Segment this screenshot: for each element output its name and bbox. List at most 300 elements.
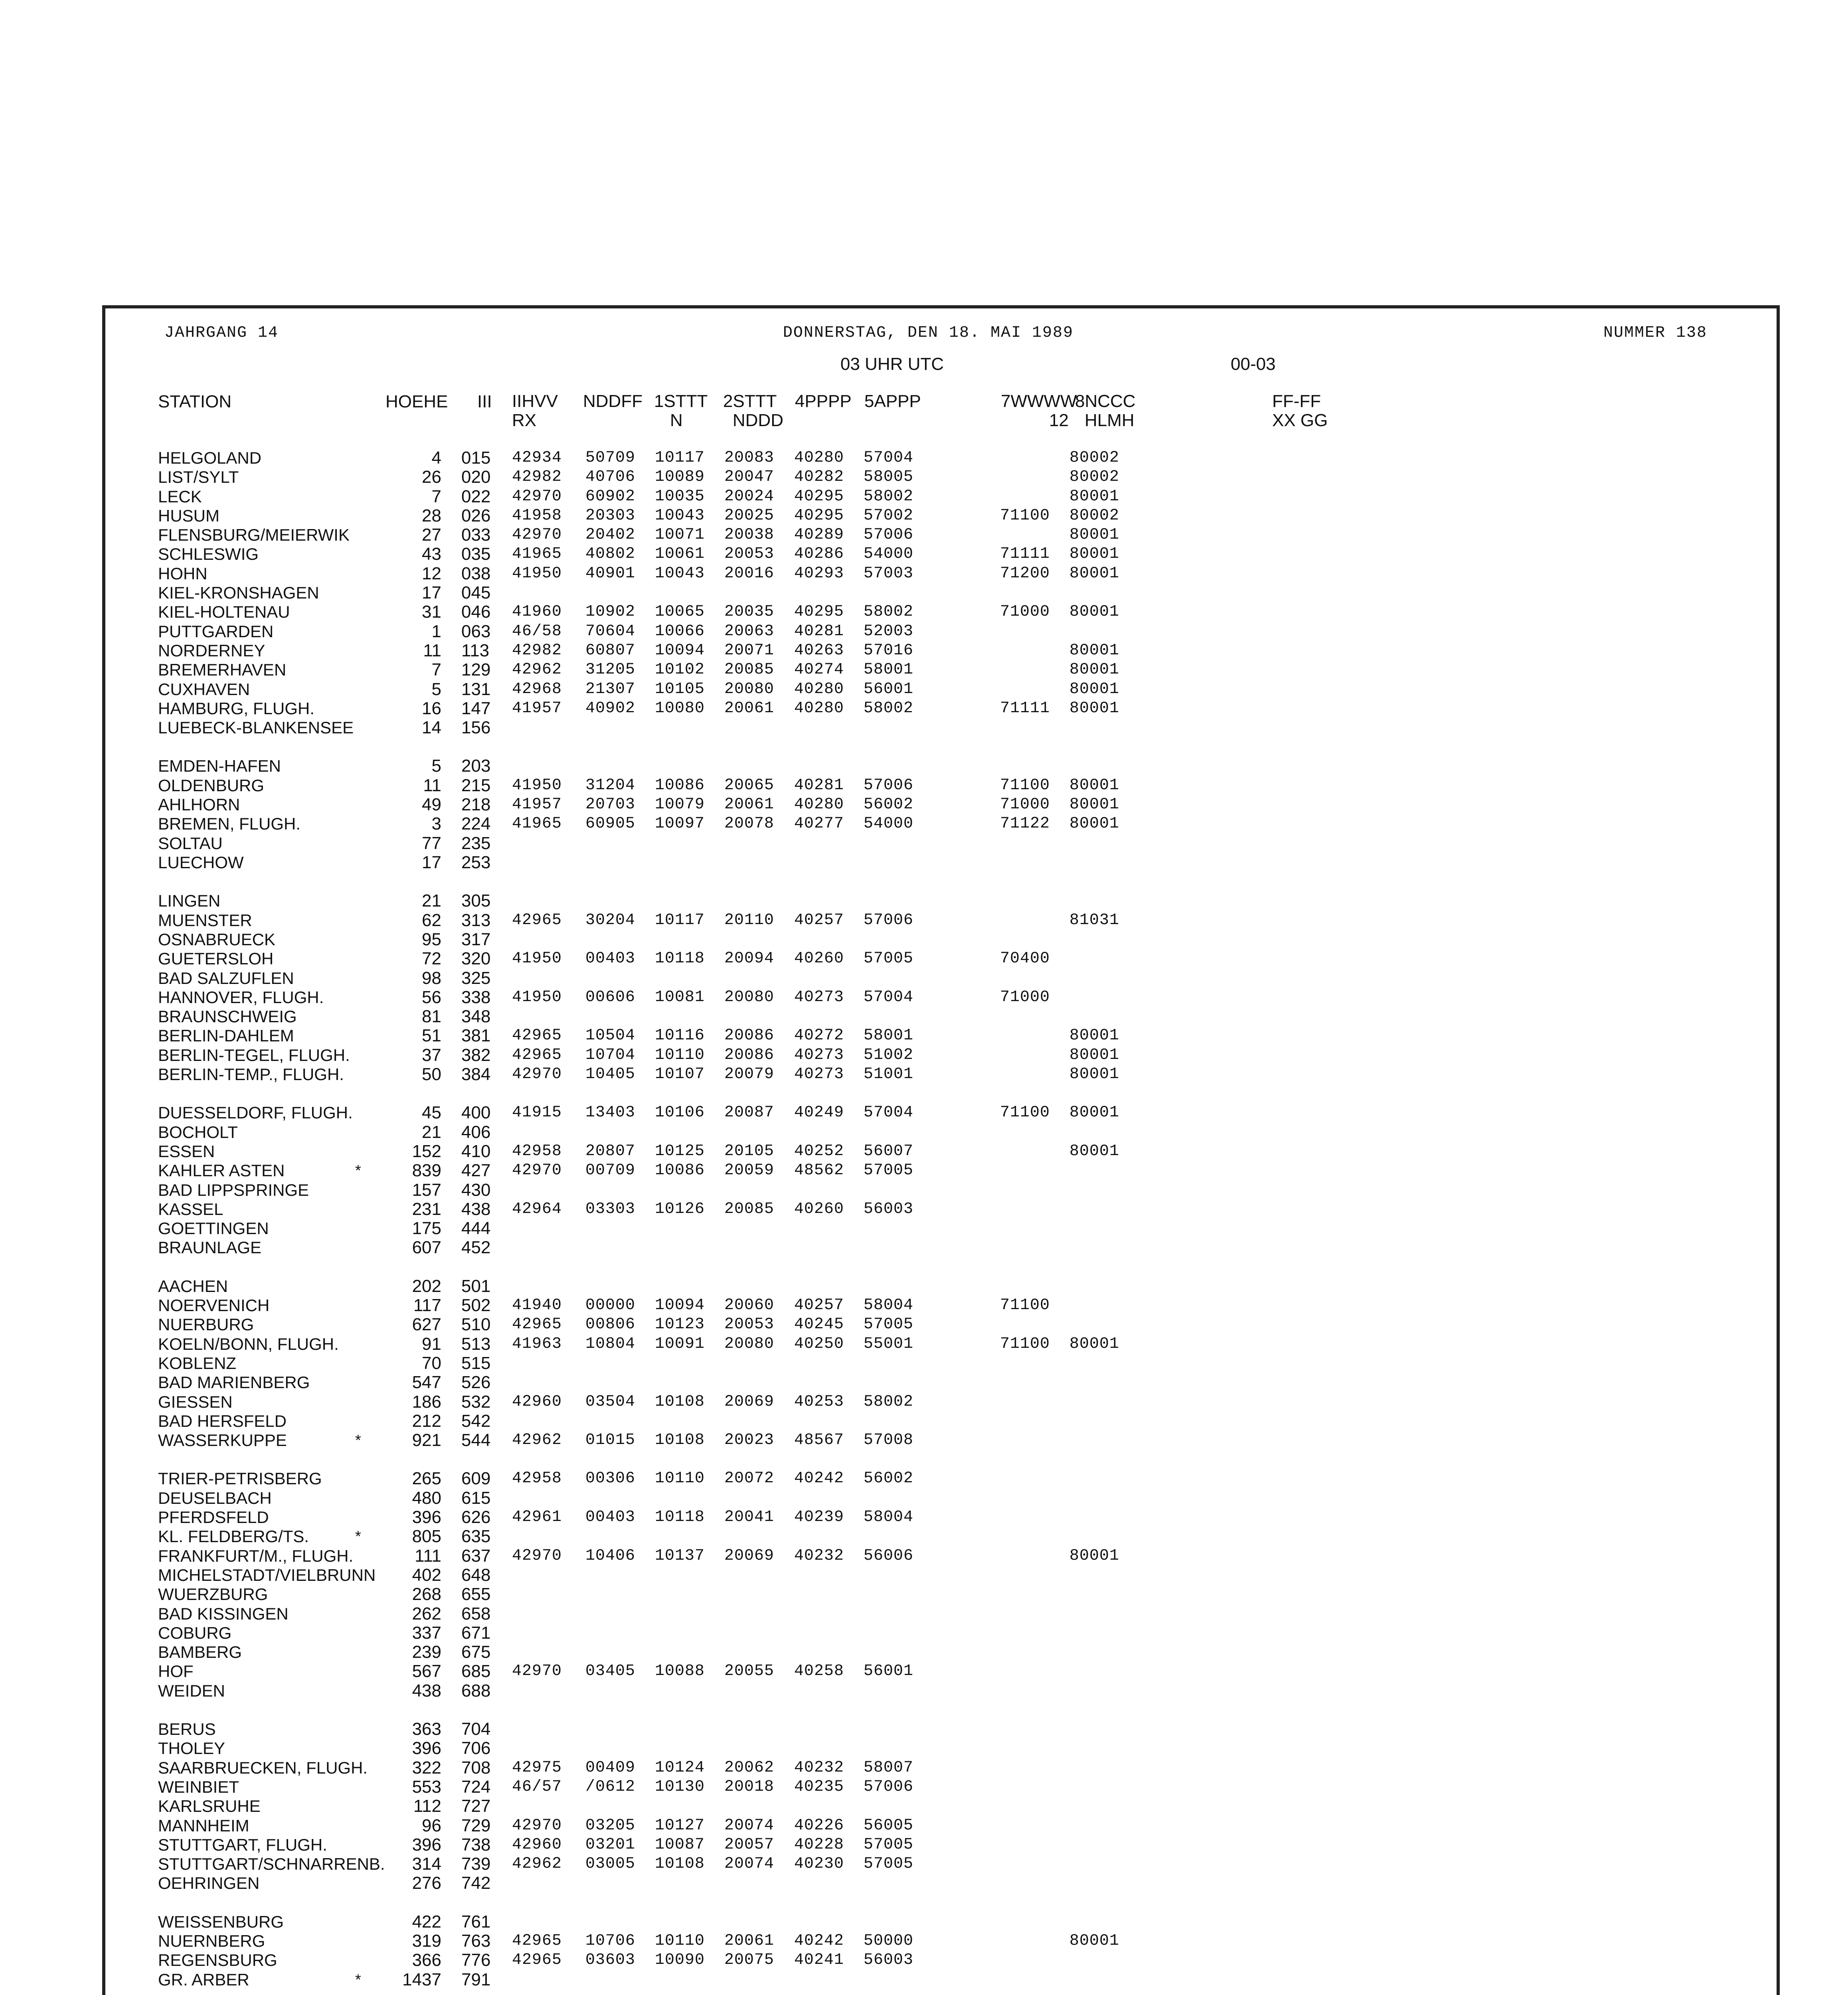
cell-name: NORDERNEY <box>158 641 265 660</box>
cell-iii: 033 <box>461 525 491 545</box>
cell-g3: 10108 <box>655 1431 705 1449</box>
cell-name: OSNABRUECK <box>158 930 276 949</box>
cell-g4: 20085 <box>724 1200 775 1218</box>
cell-iii: 655 <box>461 1584 491 1604</box>
cell-g1: 41957 <box>512 699 562 717</box>
cell-g6: 58007 <box>864 1759 914 1777</box>
cell-g2: 30204 <box>585 911 636 929</box>
cell-name: BREMEN, FLUGH. <box>158 814 301 833</box>
cell-g6: 56003 <box>864 1200 914 1218</box>
cell-g6: 57004 <box>864 449 914 467</box>
cell-hoehe: 27 <box>422 525 441 545</box>
cell-g6: 52003 <box>864 622 914 640</box>
cell-g6: 58004 <box>864 1296 914 1314</box>
cell-star: * <box>355 1162 361 1179</box>
cell-g1: 42961 <box>512 1508 562 1526</box>
cell-g6: 57006 <box>864 1778 914 1796</box>
cell-iii: 384 <box>461 1065 491 1084</box>
cell-iii: 727 <box>461 1796 491 1816</box>
cell-g2: 03205 <box>585 1817 636 1835</box>
cell-g2: 10504 <box>585 1027 636 1045</box>
cell-name: KIEL-HOLTENAU <box>158 602 290 621</box>
cell-g6: 57005 <box>864 950 914 968</box>
cell-iii: 381 <box>461 1026 491 1045</box>
cell-hoehe: 480 <box>412 1488 441 1508</box>
cell-iii: 215 <box>461 776 491 795</box>
cell-g4: 20074 <box>724 1817 775 1835</box>
cell-g5: 40241 <box>794 1951 844 1969</box>
cell-g6: 58004 <box>864 1508 914 1526</box>
cell-g3: 10108 <box>655 1393 705 1411</box>
cell-name: LECK <box>158 487 202 506</box>
cell-iii: 708 <box>461 1758 491 1778</box>
cell-name: WEIDEN <box>158 1681 225 1700</box>
cell-hoehe: 7 <box>431 487 441 506</box>
cell-g1: 42965 <box>512 911 562 929</box>
cell-g1: 42960 <box>512 1393 562 1411</box>
cell-name: CUXHAVEN <box>158 680 250 699</box>
cell-g5: 40263 <box>794 642 844 660</box>
cell-g3: 10137 <box>655 1547 705 1565</box>
cell-g6: 56006 <box>864 1547 914 1565</box>
cell-star: * <box>355 1528 361 1545</box>
cell-hoehe: 28 <box>422 506 441 525</box>
cell-g2: 03603 <box>585 1951 636 1969</box>
cell-g4: 20055 <box>724 1662 775 1680</box>
cell-g8: 80001 <box>1069 1142 1120 1160</box>
cell-g1: 42970 <box>512 1547 562 1565</box>
cell-g1: 46/58 <box>512 622 562 640</box>
cell-iii: 510 <box>461 1315 491 1334</box>
cell-g2: 20303 <box>585 507 636 525</box>
cell-g1: 42962 <box>512 661 562 679</box>
cell-g2: 50709 <box>585 449 636 467</box>
cell-hoehe: 402 <box>412 1565 441 1585</box>
cell-g4: 20053 <box>724 545 775 563</box>
cell-g8: 81031 <box>1069 911 1120 929</box>
cell-hoehe: 839 <box>412 1161 441 1180</box>
cell-g7: 71100 <box>1000 1335 1050 1353</box>
cell-g5: 40232 <box>794 1759 844 1777</box>
cell-name: COBURG <box>158 1624 232 1642</box>
cell-g4: 20041 <box>724 1508 775 1526</box>
cell-g1: 42970 <box>512 1662 562 1680</box>
cell-hoehe: 1 <box>431 622 441 641</box>
cell-g5: 40272 <box>794 1027 844 1045</box>
cell-g1: 46/57 <box>512 1778 562 1796</box>
cell-g4: 20080 <box>724 1335 775 1353</box>
cell-name: ESSEN <box>158 1142 215 1161</box>
cell-g3: 10081 <box>655 988 705 1006</box>
cell-hoehe: 43 <box>422 544 441 564</box>
cell-name: HOHN <box>158 564 208 583</box>
cell-g5: 40232 <box>794 1547 844 1565</box>
cell-g4: 20059 <box>724 1161 775 1179</box>
cell-name: LINGEN <box>158 891 221 910</box>
cell-g8: 80001 <box>1069 642 1120 660</box>
cell-iii: 430 <box>461 1180 491 1200</box>
cell-g1: 41965 <box>512 815 562 833</box>
cell-g7: 71100 <box>1000 507 1050 525</box>
cell-name: BERLIN-DAHLEM <box>158 1026 294 1045</box>
cell-g5: 40280 <box>794 796 844 814</box>
cell-g8: 80001 <box>1069 1065 1120 1083</box>
cell-g3: 10125 <box>655 1142 705 1160</box>
cell-g6: 57006 <box>864 911 914 929</box>
cell-g8: 80001 <box>1069 1027 1120 1045</box>
cell-g3: 10094 <box>655 642 705 660</box>
cell-g1: 42958 <box>512 1470 562 1487</box>
cell-iii: 738 <box>461 1835 491 1855</box>
cell-g8: 80002 <box>1069 468 1120 486</box>
cell-g8: 80001 <box>1069 1932 1120 1950</box>
cell-g2: 03504 <box>585 1393 636 1411</box>
cell-hoehe: 438 <box>412 1681 441 1701</box>
cell-iii: 253 <box>461 853 491 872</box>
cell-hoehe: 14 <box>422 718 441 737</box>
cell-hoehe: 547 <box>412 1373 441 1392</box>
cell-hoehe: 314 <box>412 1854 441 1874</box>
cell-iii: 739 <box>461 1854 491 1874</box>
cell-hoehe: 322 <box>412 1758 441 1778</box>
cell-iii: 729 <box>461 1816 491 1835</box>
cell-name: AHLHORN <box>158 795 240 814</box>
cell-name: BERLIN-TEMP., FLUGH. <box>158 1065 344 1084</box>
cell-hoehe: 95 <box>422 930 441 949</box>
cell-iii: 502 <box>461 1296 491 1315</box>
cell-g3: 10118 <box>655 1508 705 1526</box>
col-header-g3: 1STTT N <box>654 391 708 430</box>
cell-g5: 40295 <box>794 488 844 506</box>
cell-g5: 40295 <box>794 507 844 525</box>
cell-g3: 10035 <box>655 488 705 506</box>
col-header-g1: IIHVV RX <box>512 391 558 430</box>
cell-g1: 42970 <box>512 1065 562 1083</box>
cell-g4: 20061 <box>724 796 775 814</box>
cell-name: KARLSRUHE <box>158 1797 261 1815</box>
cell-g6: 56003 <box>864 1951 914 1969</box>
cell-iii: 513 <box>461 1334 491 1354</box>
col-header-g5: 4PPPP <box>795 391 852 411</box>
cell-g6: 57003 <box>864 565 914 583</box>
cell-hoehe: 422 <box>412 1912 441 1932</box>
table-frame <box>102 305 1780 1995</box>
cell-iii: 706 <box>461 1738 491 1758</box>
cell-g2: 20402 <box>585 526 636 544</box>
cell-name: SCHLESWIG <box>158 545 259 563</box>
cell-g6: 57004 <box>864 988 914 1006</box>
cell-g2: 31205 <box>585 661 636 679</box>
cell-g3: 10116 <box>655 1027 705 1045</box>
cell-hoehe: 31 <box>422 602 441 622</box>
cell-name: OLDENBURG <box>158 776 265 795</box>
cell-hoehe: 1437 <box>402 1970 441 1989</box>
cell-g2: 10902 <box>585 603 636 621</box>
cell-hoehe: 268 <box>412 1584 441 1604</box>
cell-iii: 427 <box>461 1161 491 1180</box>
cell-name: FLENSBURG/MEIERWIK <box>158 525 350 544</box>
cell-g1: 42968 <box>512 680 562 698</box>
cell-g8: 80002 <box>1069 507 1120 525</box>
cell-g6: 57016 <box>864 642 914 660</box>
cell-hoehe: 12 <box>422 564 441 583</box>
cell-iii: 348 <box>461 1007 491 1026</box>
cell-g8: 80001 <box>1069 1547 1120 1565</box>
cell-hoehe: 112 <box>413 1796 441 1816</box>
cell-g6: 58001 <box>864 661 914 679</box>
cell-g5: 40242 <box>794 1932 844 1950</box>
cell-g1: 41950 <box>512 988 562 1006</box>
cell-g5: 40273 <box>794 988 844 1006</box>
cell-hoehe: 186 <box>412 1392 441 1412</box>
cell-hoehe: 239 <box>412 1642 441 1662</box>
cell-hoehe: 175 <box>412 1219 441 1238</box>
cell-name: BAD HERSFELD <box>158 1412 287 1430</box>
cell-g7: 70400 <box>1000 950 1050 968</box>
cell-hoehe: 91 <box>422 1334 441 1354</box>
cell-g1: 42965 <box>512 1951 562 1969</box>
cell-g1: 42965 <box>512 1027 562 1045</box>
cell-g5: 40281 <box>794 776 844 794</box>
cell-g6: 57006 <box>864 776 914 794</box>
date-label: DONNERSTAG, DEN 18. MAI 1989 <box>783 324 1074 342</box>
cell-hoehe: 396 <box>412 1835 441 1855</box>
cell-name: GIESSEN <box>158 1393 233 1411</box>
cell-g6: 56002 <box>864 796 914 814</box>
cell-hoehe: 62 <box>422 911 441 930</box>
cell-g6: 58005 <box>864 468 914 486</box>
cell-g5: 40235 <box>794 1778 844 1796</box>
cell-iii: 317 <box>461 930 491 949</box>
cell-g2: 40902 <box>585 699 636 717</box>
cell-g5: 40273 <box>794 1046 844 1064</box>
cell-g2: 00306 <box>585 1470 636 1487</box>
cell-name: BAD KISSINGEN <box>158 1604 289 1623</box>
cell-g6: 57005 <box>864 1836 914 1854</box>
cell-g1: 41950 <box>512 776 562 794</box>
cell-g8: 80001 <box>1069 526 1120 544</box>
cell-g4: 20069 <box>724 1393 775 1411</box>
cell-iii: 658 <box>461 1604 491 1624</box>
cell-g3: 10105 <box>655 680 705 698</box>
cell-hoehe: 72 <box>422 949 441 968</box>
cell-iii: 542 <box>461 1411 491 1431</box>
cell-iii: 501 <box>461 1276 491 1296</box>
cell-iii: 382 <box>461 1045 491 1065</box>
cell-g2: 00403 <box>585 1508 636 1526</box>
cell-g5: 40273 <box>794 1065 844 1083</box>
cell-g4: 20035 <box>724 603 775 621</box>
cell-g6: 56001 <box>864 1662 914 1680</box>
cell-g3: 10097 <box>655 815 705 833</box>
cell-g8: 80001 <box>1069 1046 1120 1064</box>
cell-g6: 58002 <box>864 699 914 717</box>
cell-g2: 40901 <box>585 565 636 583</box>
cell-iii: 526 <box>461 1373 491 1392</box>
cell-g7: 71111 <box>1000 699 1050 717</box>
cell-name: DUESSELDORF, FLUGH. <box>158 1103 353 1122</box>
cell-name: MUENSTER <box>158 911 252 930</box>
cell-g7: 71100 <box>1000 1296 1050 1314</box>
cell-g4: 20023 <box>724 1431 775 1449</box>
cell-g1: 42982 <box>512 468 562 486</box>
cell-g6: 58002 <box>864 488 914 506</box>
cell-g2: 00709 <box>585 1161 636 1179</box>
cell-g4: 20094 <box>724 950 775 968</box>
cell-iii: 224 <box>461 814 491 834</box>
cell-g1: 42970 <box>512 1161 562 1179</box>
cell-hoehe: 337 <box>412 1623 441 1643</box>
cell-g1: 42970 <box>512 488 562 506</box>
cell-hoehe: 77 <box>422 834 441 853</box>
cell-g1: 42965 <box>512 1046 562 1064</box>
cell-g3: 10108 <box>655 1855 705 1873</box>
cell-g1: 41915 <box>512 1104 562 1122</box>
cell-g4: 20085 <box>724 661 775 679</box>
cell-g1: 42965 <box>512 1316 562 1333</box>
cell-iii: 325 <box>461 968 491 988</box>
cell-g2: 40706 <box>585 468 636 486</box>
cell-iii: 724 <box>461 1777 491 1797</box>
cell-g8: 80001 <box>1069 488 1120 506</box>
cell-name: DEUSELBACH <box>158 1489 272 1507</box>
cell-name: NUERBURG <box>158 1315 254 1334</box>
cell-g1: 41965 <box>512 545 562 563</box>
cell-name: EMDEN-HAFEN <box>158 757 281 775</box>
cell-hoehe: 17 <box>422 583 441 602</box>
cell-g1: 42965 <box>512 1932 562 1950</box>
cell-name: BREMERHAVEN <box>158 660 287 679</box>
cell-iii: 532 <box>461 1392 491 1412</box>
cell-name: WEINBIET <box>158 1778 239 1796</box>
cell-g3: 10118 <box>655 950 705 968</box>
cell-g8: 80001 <box>1069 1104 1120 1122</box>
cell-g2: 03005 <box>585 1855 636 1873</box>
cell-hoehe: 265 <box>412 1469 441 1488</box>
cell-g4: 20071 <box>724 642 775 660</box>
cell-g5: 40295 <box>794 603 844 621</box>
cell-hoehe: 7 <box>431 660 441 679</box>
cell-g3: 10117 <box>655 449 705 467</box>
cell-g7: 71111 <box>1000 545 1050 563</box>
cell-name: WEISSENBURG <box>158 1912 284 1931</box>
cell-g2: 10405 <box>585 1065 636 1083</box>
cell-iii: 218 <box>461 795 491 814</box>
cell-g5: 40228 <box>794 1836 844 1854</box>
cell-hoehe: 231 <box>412 1199 441 1219</box>
cell-name: BRAUNLAGE <box>158 1238 262 1257</box>
cell-g1: 41963 <box>512 1335 562 1353</box>
cell-g5: 40277 <box>794 815 844 833</box>
cell-g6: 58001 <box>864 1027 914 1045</box>
cell-g3: 10066 <box>655 622 705 640</box>
cell-iii: 763 <box>461 1931 491 1951</box>
cell-g5: 40242 <box>794 1470 844 1487</box>
cell-g2: 20807 <box>585 1142 636 1160</box>
cell-iii: 626 <box>461 1507 491 1527</box>
cell-name: KIEL-KRONSHAGEN <box>158 583 319 602</box>
cell-hoehe: 26 <box>422 467 441 487</box>
cell-hoehe: 51 <box>422 1026 441 1045</box>
cell-iii: 026 <box>461 506 491 525</box>
cell-g3: 10110 <box>655 1046 705 1064</box>
cell-g4: 20061 <box>724 699 775 717</box>
cell-g5: 40281 <box>794 622 844 640</box>
cell-g3: 10089 <box>655 468 705 486</box>
cell-g4: 20105 <box>724 1142 775 1160</box>
cell-g7: 71100 <box>1000 1104 1050 1122</box>
col-header-g8: 8NCCC HLMH <box>1075 391 1136 430</box>
cell-g7: 71000 <box>1000 988 1050 1006</box>
cell-g4: 20086 <box>724 1027 775 1045</box>
cell-g4: 20038 <box>724 526 775 544</box>
cell-iii: 791 <box>461 1970 491 1989</box>
cell-g1: 42962 <box>512 1431 562 1449</box>
cell-g3: 10088 <box>655 1662 705 1680</box>
cell-name: BAD MARIENBERG <box>158 1373 310 1392</box>
cell-hoehe: 396 <box>412 1738 441 1758</box>
cell-iii: 046 <box>461 602 491 622</box>
cell-g4: 20047 <box>724 468 775 486</box>
cell-name: KOBLENZ <box>158 1354 237 1373</box>
cell-g8: 80001 <box>1069 565 1120 583</box>
cell-g2: 20703 <box>585 796 636 814</box>
cell-g2: 10706 <box>585 1932 636 1950</box>
cell-iii: 022 <box>461 487 491 506</box>
cell-iii: 742 <box>461 1873 491 1893</box>
cell-hoehe: 49 <box>422 795 441 814</box>
col-header-g9: FF-FF XX GG <box>1272 391 1328 430</box>
cell-g4: 20018 <box>724 1778 775 1796</box>
cell-g4: 20072 <box>724 1470 775 1487</box>
cell-g2: 03405 <box>585 1662 636 1680</box>
cell-g5: 40274 <box>794 661 844 679</box>
cell-iii: 305 <box>461 891 491 911</box>
cell-g2: 13403 <box>585 1104 636 1122</box>
cell-g1: 41940 <box>512 1296 562 1314</box>
cell-g4: 20062 <box>724 1759 775 1777</box>
cell-hoehe: 98 <box>422 968 441 988</box>
cell-g4: 20074 <box>724 1855 775 1873</box>
cell-g3: 10123 <box>655 1316 705 1333</box>
cell-iii: 675 <box>461 1642 491 1662</box>
cell-name: OEHRINGEN <box>158 1874 260 1892</box>
cell-g3: 10102 <box>655 661 705 679</box>
cell-name: BOCHOLT <box>158 1123 238 1142</box>
cell-name: LUEBECK-BLANKENSEE <box>158 718 354 737</box>
cell-g5: 40293 <box>794 565 844 583</box>
cell-iii: 444 <box>461 1219 491 1238</box>
cell-hoehe: 81 <box>422 1007 441 1026</box>
cell-name: AACHEN <box>158 1277 228 1296</box>
cell-hoehe: 21 <box>422 1122 441 1142</box>
cell-iii: 156 <box>461 718 491 737</box>
cell-hoehe: 627 <box>412 1315 441 1334</box>
cell-iii: 410 <box>461 1142 491 1161</box>
cell-g4: 20083 <box>724 449 775 467</box>
cell-iii: 637 <box>461 1546 491 1566</box>
cell-name: PUTTGARDEN <box>158 622 274 641</box>
cell-g8: 80001 <box>1069 680 1120 698</box>
cell-g5: 40226 <box>794 1817 844 1835</box>
cell-g1: 41960 <box>512 603 562 621</box>
cell-g6: 56002 <box>864 1470 914 1487</box>
cell-name: GR. ARBER <box>158 1970 249 1989</box>
cell-g3: 10086 <box>655 1161 705 1179</box>
cell-g4: 20063 <box>724 622 775 640</box>
cell-hoehe: 366 <box>412 1950 441 1970</box>
cell-g4: 20069 <box>724 1547 775 1565</box>
